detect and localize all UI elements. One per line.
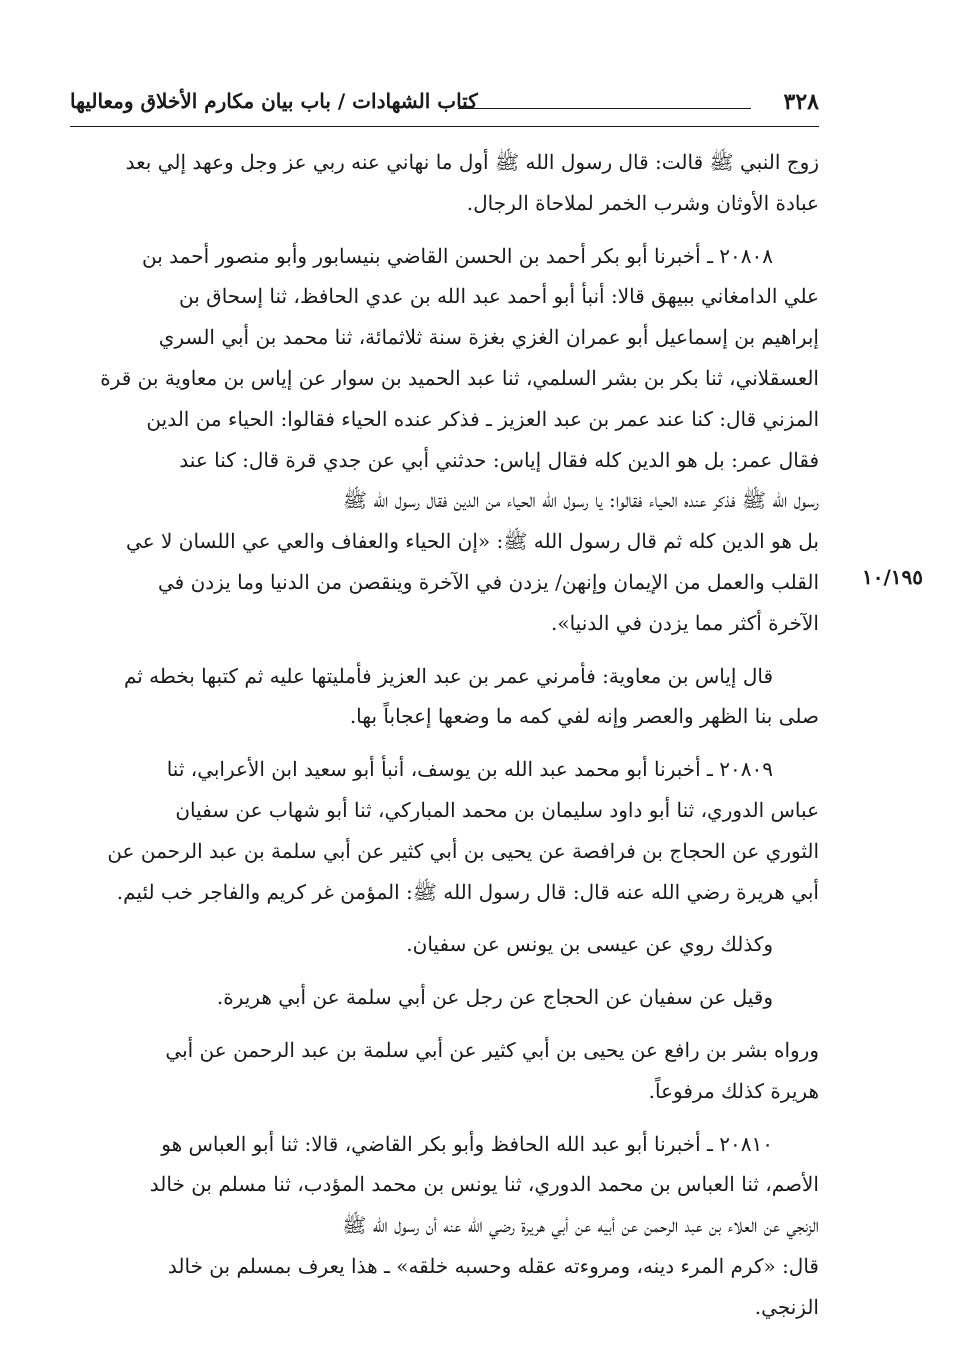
text-line: الزنجي. — [754, 1294, 819, 1319]
text-line: العسقلاني، ثنا بكر بن بشر السلمي، ثنا عبد الحميد بن سوار عن إياس بن معاوية بن قرة — [100, 365, 819, 390]
text-line: قال إياس بن معاوية: فأمرني عمر بن عبد العزيز فأمليتها عليه ثم كتبها بخطه ثم — [123, 663, 773, 688]
text-line: الزنجي عن العلاء بن عبد الرحمن عن أبيه عن أبي هريرة رضي الله عنه أن رسول الله ﷺ — [342, 1213, 819, 1238]
text-line: ٢٠٨٠٩ ـ أخبرنا أبو محمد عبد الله بن يوسف، أنبأ أبو سعيد ابن الأعرابي، ثنا — [166, 757, 773, 782]
text-line: وقيل عن سفيان عن الحجاج عن رجل عن أبي سلمة عن أبي هريرة. — [216, 985, 773, 1010]
text-line: أبي هريرة رضي الله عنه قال: قال رسول الله ﷺ: المؤمن غر كريم والفاجر خب لئيم. — [116, 879, 819, 904]
text-line: ٢٠٨١٠ ـ أخبرنا أبو عبد الله الحافظ وأبو بكر القاضي، قالا: ثنا أبو العباس هو — [161, 1131, 773, 1156]
text-line: المزني قال: كنا عند عمر بن عبد العزيز ـ فذكر عنده الحياء فقالوا: الحياء من الدين — [146, 406, 819, 431]
page-number: ٣٢٨ — [783, 89, 819, 115]
text-line: بل هو الدين كله ثم قال رسول الله ﷺ: «إن الحياء والعفاف والعي عي اللسان لا عي — [126, 529, 819, 554]
text-line: عباس الدوري، ثنا أبو داود سليمان بن محمد المباركي، ثنا أبو شهاب عن سفيان — [175, 797, 819, 822]
text-line: وكذلك روي عن عيسى بن يونس عن سفيان. — [406, 932, 773, 957]
text-line: فقال عمر: بل هو الدين كله فقال إياس: حدثني أبي عن جدي قرة قال: كنا عند — [179, 447, 819, 472]
text-line: زوج النبي ﷺ قالت: قال رسول الله ﷺ أول ما نهاني عنه ربي عز وجل وعهد إلي بعد — [125, 150, 819, 174]
page-header — [70, 85, 819, 125]
text-line: الأصم، ثنا العباس بن محمد الدوري، ثنا يونس بن محمد المؤدب، ثنا مسلم بن خالد — [149, 1172, 819, 1197]
running-title: كتاب الشهادات / باب بيان مكارم الأخلاق ومعاليها — [70, 89, 478, 113]
text-line: إبراهيم بن إسماعيل أبو عمران الغزي بغزة سنة ثلاثمائة، ثنا محمد بن أبي السري — [158, 325, 819, 350]
text-line: ٢٠٨٠٨ ـ أخبرنا أبو بكر أحمد بن الحسن القاضي بنيسابور وأبو منصور أحمد بن — [142, 243, 773, 268]
text-line: قال: «كرم المرء دينه، ومروءته عقله وحسبه خلقه» ـ هذا يعرف بمسلم بن خالد — [167, 1253, 819, 1278]
text-line: القلب والعمل من الإيمان وإنهن/ يزدن في الآخرة وينقصن من الدنيا وما يزدن في — [158, 569, 819, 594]
header-rule — [70, 126, 819, 127]
text-line: صلى بنا الظهر والعصر وإنه لفي كمه ما وضعها إعجاباً بها. — [349, 704, 819, 729]
paragraph-iyas — [70, 656, 819, 738]
text-line: عبادة الأوثان وشرب الخمر لملاحاة الرجال. — [466, 190, 819, 215]
hadith-20809 — [70, 749, 819, 912]
paragraph-isa — [70, 924, 819, 965]
header-dash-line — [458, 108, 751, 109]
text-line: ورواه بشر بن رافع عن يحيى بن أبي كثير عن أبي سلمة بن عبد الرحمن عن أبي — [165, 1037, 819, 1062]
margin-page-reference: ١٠/١٩٥ — [861, 565, 923, 589]
text-line: هريرة كذلك مرفوعاً. — [648, 1078, 819, 1103]
hadith-20808 — [70, 236, 819, 644]
paragraph-1 — [70, 142, 819, 224]
text-line: الآخرة أكثر مما يزدن في الدنيا». — [550, 610, 819, 635]
paragraph-bishr — [70, 1030, 819, 1112]
text-line: رسول الله ﷺ فذكر عنده الحياء فقالوا: يا رسول الله الحياء من الدين فقال رسول الله ﷺ — [342, 488, 819, 513]
paragraph-sufyan — [70, 977, 819, 1018]
hadith-20810 — [70, 1124, 819, 1328]
text-line: علي الدامغاني ببيهق قالا: أنبأ أبو أحمد عبد الله بن عدي الحافظ، ثنا إسحاق بن — [179, 284, 819, 309]
text-line: الثوري عن الحجاج بن فرافصة عن يحيى بن أبي كثير عن أبي سلمة بن عبد الرحمن عن — [107, 838, 819, 863]
page-body — [70, 142, 819, 1340]
